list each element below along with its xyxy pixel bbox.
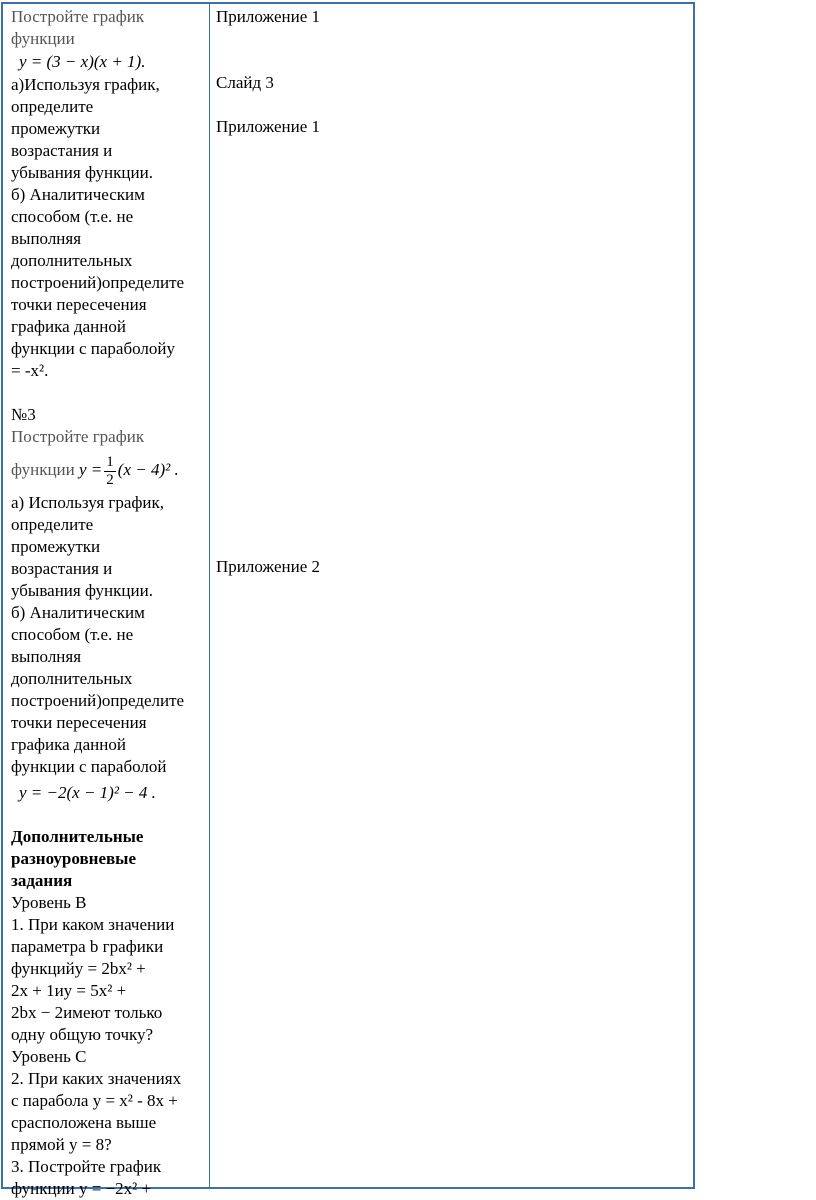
formula-2 <box>79 453 179 488</box>
text-line: функции с параболойу <box>11 339 175 358</box>
task3-number: №3 <box>11 405 36 424</box>
column-divider <box>209 4 210 1187</box>
text-line: возрастания и <box>11 141 113 160</box>
text-line: убывания функции. <box>11 163 153 182</box>
task3-part-b <box>11 602 207 778</box>
extra-tasks-heading <box>11 826 207 892</box>
fraction-denominator: 2 <box>106 471 114 488</box>
text-line: 1. При каком значении <box>11 915 175 934</box>
text-line: возрастания и <box>11 559 113 578</box>
level-b-label: Уровень В <box>11 893 87 912</box>
text-line: дополнительных <box>11 669 133 688</box>
task1-line2: функции <box>11 29 75 48</box>
question-1 <box>11 914 207 1046</box>
notes-column <box>216 6 686 578</box>
appendix-1-repeat-label: Приложение 1 <box>216 117 320 136</box>
text-line: 2bx − 2имеют только <box>11 1003 163 1022</box>
text-line: промежутки <box>11 537 101 556</box>
heading-line: Дополнительные <box>11 827 144 846</box>
text-line: построений)определите <box>11 273 185 292</box>
text-line: определите <box>11 515 94 534</box>
text-line: а)Используя график, <box>11 75 160 94</box>
heading-line: задания <box>11 871 73 890</box>
task1-part-b <box>11 184 207 382</box>
text-line: выполняя <box>11 647 82 666</box>
slide-3-label: Слайд 3 <box>216 73 274 92</box>
text-line: а) Используя график, <box>11 493 165 512</box>
text-line: = -x². <box>11 361 49 380</box>
task1-line1: Постройте график <box>11 7 145 26</box>
text-line: дополнительных <box>11 251 133 270</box>
appendix-1-label: Приложение 1 <box>216 7 320 26</box>
text-line: функции y = −2x² + <box>11 1179 152 1198</box>
text-line: функцийy = 2bx² + <box>11 959 146 978</box>
text-line: 3. Постройте график <box>11 1157 162 1176</box>
formula-1: y = (3 − x)(x + 1). <box>19 52 146 71</box>
task3-part-a <box>11 492 207 602</box>
question-2 <box>11 1068 207 1156</box>
text-line: cрасположена выше <box>11 1113 157 1132</box>
text-line: построений)определите <box>11 691 185 710</box>
appendix-2-label: Приложение 2 <box>216 557 320 576</box>
text-line: способом (т.е. не <box>11 625 134 644</box>
text-line: одну общую точку? <box>11 1025 154 1044</box>
formula-2-prefix: y = <box>79 460 103 479</box>
tasks-column <box>11 6 207 1200</box>
text-line: функции с параболой <box>11 757 167 776</box>
fraction-numerator: 1 <box>106 453 114 470</box>
text-line: убывания функции. <box>11 581 153 600</box>
formula-2-fraction <box>104 454 116 489</box>
text-line: параметра b графики <box>11 937 164 956</box>
task1-part-a <box>11 74 207 184</box>
question-3 <box>11 1156 207 1200</box>
text-line: способом (т.е. не <box>11 207 134 226</box>
text-line: точки пересечения <box>11 295 147 314</box>
task3-line2: функции <box>11 460 75 479</box>
text-line: 2. При каких значениях <box>11 1069 182 1088</box>
text-line: выполняя <box>11 229 82 248</box>
task3-function-line <box>11 448 207 492</box>
level-c-label: Уровень С <box>11 1047 87 1066</box>
text-line: б) Аналитическим <box>11 185 145 204</box>
formula-3: y = −2(x − 1)² − 4 . <box>19 783 156 802</box>
text-line: графика данной <box>11 735 126 754</box>
formula-2-suffix: (x − 4)² . <box>117 460 179 479</box>
table-frame <box>1 2 695 1198</box>
text-line: б) Аналитическим <box>11 603 145 622</box>
text-line: определите <box>11 97 94 116</box>
text-line: прямой y = 8? <box>11 1135 112 1154</box>
text-line: c парабола y = x² - 8x + <box>11 1091 178 1110</box>
text-line: графика данной <box>11 317 126 336</box>
task3-line1: Постройте график <box>11 427 145 446</box>
text-line: 2x + 1иy = 5x² + <box>11 981 127 1000</box>
heading-line: разноуровневые <box>11 849 136 868</box>
text-line: точки пересечения <box>11 713 147 732</box>
text-line: промежутки <box>11 119 101 138</box>
